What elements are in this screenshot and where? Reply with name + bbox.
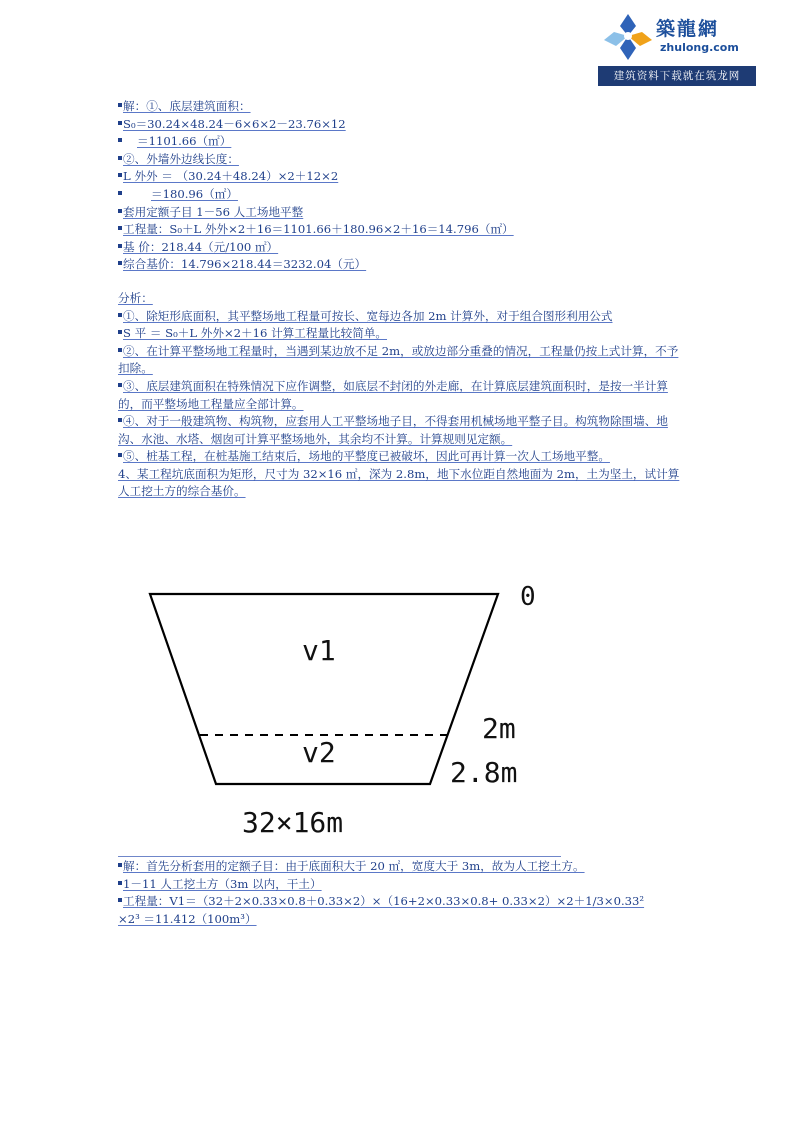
- logo-domain: zhulong.com: [660, 41, 739, 54]
- text-line: 解：①、底层建筑面积：: [118, 98, 683, 116]
- logo-chinese-name: 築龍網: [656, 18, 720, 40]
- label-water-depth: 2m: [482, 712, 516, 745]
- divider: [118, 856, 561, 857]
- text-line: 工程量：S₀＋L 外外×2＋16＝1101.66＋180.96×2＋16＝14.796（㎡）: [118, 221, 683, 239]
- analysis-item: ⑤、桩基工程，在桩基施工结束后，场地的平整度已被破坏，因此可再计算一次人工场地平整。: [118, 448, 683, 466]
- text-line: S₀＝30.24×48.24－6×6×2－23.76×12: [118, 116, 683, 134]
- logo-top: [598, 8, 756, 64]
- label-bottom-size: 32×16m: [242, 806, 344, 839]
- text-line: 解：首先分析套用的定额子目：由于底面积大于 20 ㎡，宽度大于 3m，故为人工挖土方。: [118, 858, 683, 876]
- analysis-item: ③、底层建筑面积在特殊情况下应作调整，如底层不封闭的外走廊，在计算底层建筑面积时，是按一半计算的，而平整场地工程量应全部计算。: [118, 378, 668, 411]
- text-line: 基 价：218.44（元/100 ㎡）: [118, 239, 683, 257]
- solution-block-2: [118, 856, 683, 928]
- label-v1: v1: [302, 634, 336, 667]
- logo-slogan: 建筑资料下载就在筑龙网: [598, 66, 756, 86]
- text-line: 工程量：V1＝（32＋2×0.33×0.8＋0.33×2）×（16+2×0.33×0.8+ 0.33×2）×2＋1/3×0.33²: [118, 893, 683, 911]
- text-line: 套用定额子目 1－56 人工场地平整: [118, 204, 683, 222]
- zhulong-logo: [598, 8, 756, 86]
- pit-diagram: [130, 570, 570, 850]
- analysis-item: ②、在计算平整场地工程量时，当遇到某边放不足 2m，或放边部分重叠的情况，工程量仍按上式计算，不予扣除。: [118, 343, 679, 376]
- text-line: L 外外 ＝ （30.24＋48.24）×2＋12×2: [118, 168, 683, 186]
- text-line: ×2³ ＝11.412（100m³）: [118, 911, 257, 926]
- text-line: 综合基价：14.796×218.44＝3232.04（元）: [118, 256, 683, 274]
- label-v2: v2: [302, 736, 336, 769]
- pit-trapezoid: [130, 570, 570, 850]
- analysis-item: S 平 ＝ S₀＋L 外外×2＋16 计算工程量比较简单。: [118, 325, 683, 343]
- text-line: 1－11 人工挖土方（3m 以内，干土）: [118, 876, 683, 894]
- text-line: ②、外墙外边线长度：: [118, 151, 683, 169]
- logo-emblem-icon: [602, 12, 654, 62]
- analysis-item: ①、除矩形底面积，其平整场地工程量可按长、宽每边各加 2m 计算外，对于组合图形利用公式: [118, 308, 683, 326]
- analysis-item: ④、对于一般建筑物、构筑物，应套用人工平整场地子目，不得套用机械场地平整子目。构筑物除围墙、地沟、水池、水塔、烟囱可计算平整场地外，其余均不计算。计算规则见定额。: [118, 414, 668, 446]
- label-total-depth: 2.8m: [450, 756, 518, 789]
- text-line: ＝180.96（㎡）: [118, 186, 683, 204]
- solution-block-1: [118, 98, 683, 501]
- problem-statement: 4、某工程坑底面积为矩形，尺寸为 32×16 ㎡，深为 2.8m，地下水位距自然地面为 2m，土为坚土，试计算人工挖土方的综合基价。: [118, 466, 680, 499]
- text-line: ＝1101.66（㎡）: [118, 133, 683, 151]
- label-zero: 0: [520, 582, 536, 612]
- analysis-title: 分析：: [118, 290, 153, 305]
